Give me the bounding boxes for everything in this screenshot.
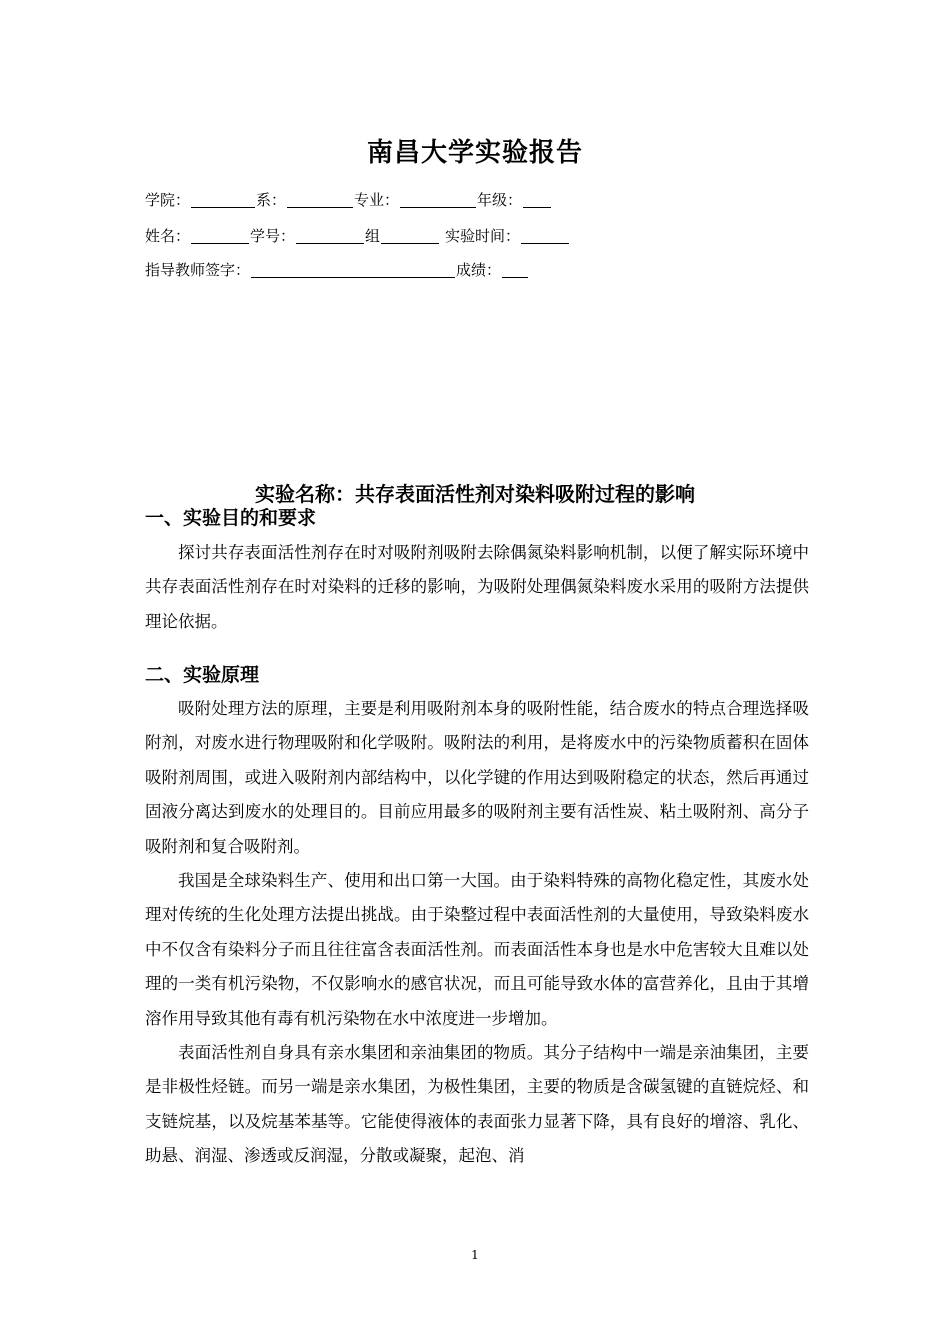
name-blank [191, 227, 249, 244]
major-label: 专业： [354, 191, 400, 209]
student-id-blank [296, 227, 364, 244]
form-row-1 [145, 189, 552, 211]
section-heading-purpose: 一、实验目的和要求 [145, 507, 317, 529]
time-label: 实验时间： [445, 227, 521, 245]
name-label: 姓名： [145, 227, 191, 245]
experiment-name: 实验名称：共存表面活性剂对染料吸附过程的影响 [255, 482, 695, 506]
dept-label: 系： [256, 191, 287, 209]
group-label: 组 [365, 227, 381, 245]
paragraph: 我国是全球染料生产、使用和出口第一大国。由于染料特殊的高物化稳定性，其废水处理对传统的生化处理方法提出挑战。由于染整过程中表面活性剂的大量使用，导致染料废水中不仅含有染料分子而且往往富含表面活性剂。而表面活性本身也是水中危害较大且难以处理的一类有机污染物，不仅影响水的感官状况，而且可能导致水体的富营养化，且由于其增溶作用导致其他有毒有机污染物在水中浓度进一步增加。 [145, 871, 809, 1028]
college-blank [191, 191, 255, 208]
report-title: 南昌大学实验报告 [366, 138, 583, 168]
college-label: 学院： [145, 191, 191, 209]
major-blank [400, 191, 476, 208]
grade-label: 年级： [477, 191, 523, 209]
section-body-purpose [145, 536, 809, 639]
dept-blank [287, 191, 353, 208]
section-heading-principle: 二、实验原理 [145, 664, 260, 686]
group-blank [381, 227, 439, 244]
paragraph: 表面活性剂自身具有亲水集团和亲油集团的物质。其分子结构中一端是亲油集团，主要是非极性烃链。而另一端是亲水集团，为极性集团，主要的物质是含碳氢键的直链烷烃、和支链烷基，以及烷基苯基等。它能使得液体的表面张力显著下降，具有良好的增溶、乳化、助悬、润湿、渗透或反润湿，分散或凝聚，起泡、消 [145, 1043, 809, 1166]
time-blank [521, 227, 569, 244]
score-label: 成绩： [456, 261, 502, 279]
grade-blank [523, 191, 551, 208]
form-row-3 [145, 259, 529, 281]
student-id-label: 学号： [250, 227, 296, 245]
section-body-principle [145, 692, 809, 1174]
form-row-2 [145, 225, 570, 247]
paragraph: 吸附处理方法的原理，主要是利用吸附剂本身的吸附性能，结合废水的特点合理选择吸附剂，对废水进行物理吸附和化学吸附。吸附法的利用，是将废水中的污染物质蓄积在固体吸附剂周围，或进入吸附剂内部结构中，以化学键的作用达到吸附稳定的状态，然后再通过固液分离达到废水的处理目的。目前应用最多的吸附剂主要有活性炭、粘土吸附剂、高分子吸附剂和复合吸附剂。 [145, 699, 809, 856]
paragraph: 探讨共存表面活性剂存在时对吸附剂吸附去除偶氮染料影响机制，以便了解实际环境中共存表面活性剂存在时对染料的迁移的影响，为吸附处理偶氮染料废水采用的吸附方法提供理论依据。 [145, 543, 809, 631]
teacher-sign-label: 指导教师签字： [145, 261, 251, 279]
teacher-sign-blank [251, 261, 455, 278]
page-number: 1 [471, 1248, 479, 1262]
score-blank [502, 261, 528, 278]
